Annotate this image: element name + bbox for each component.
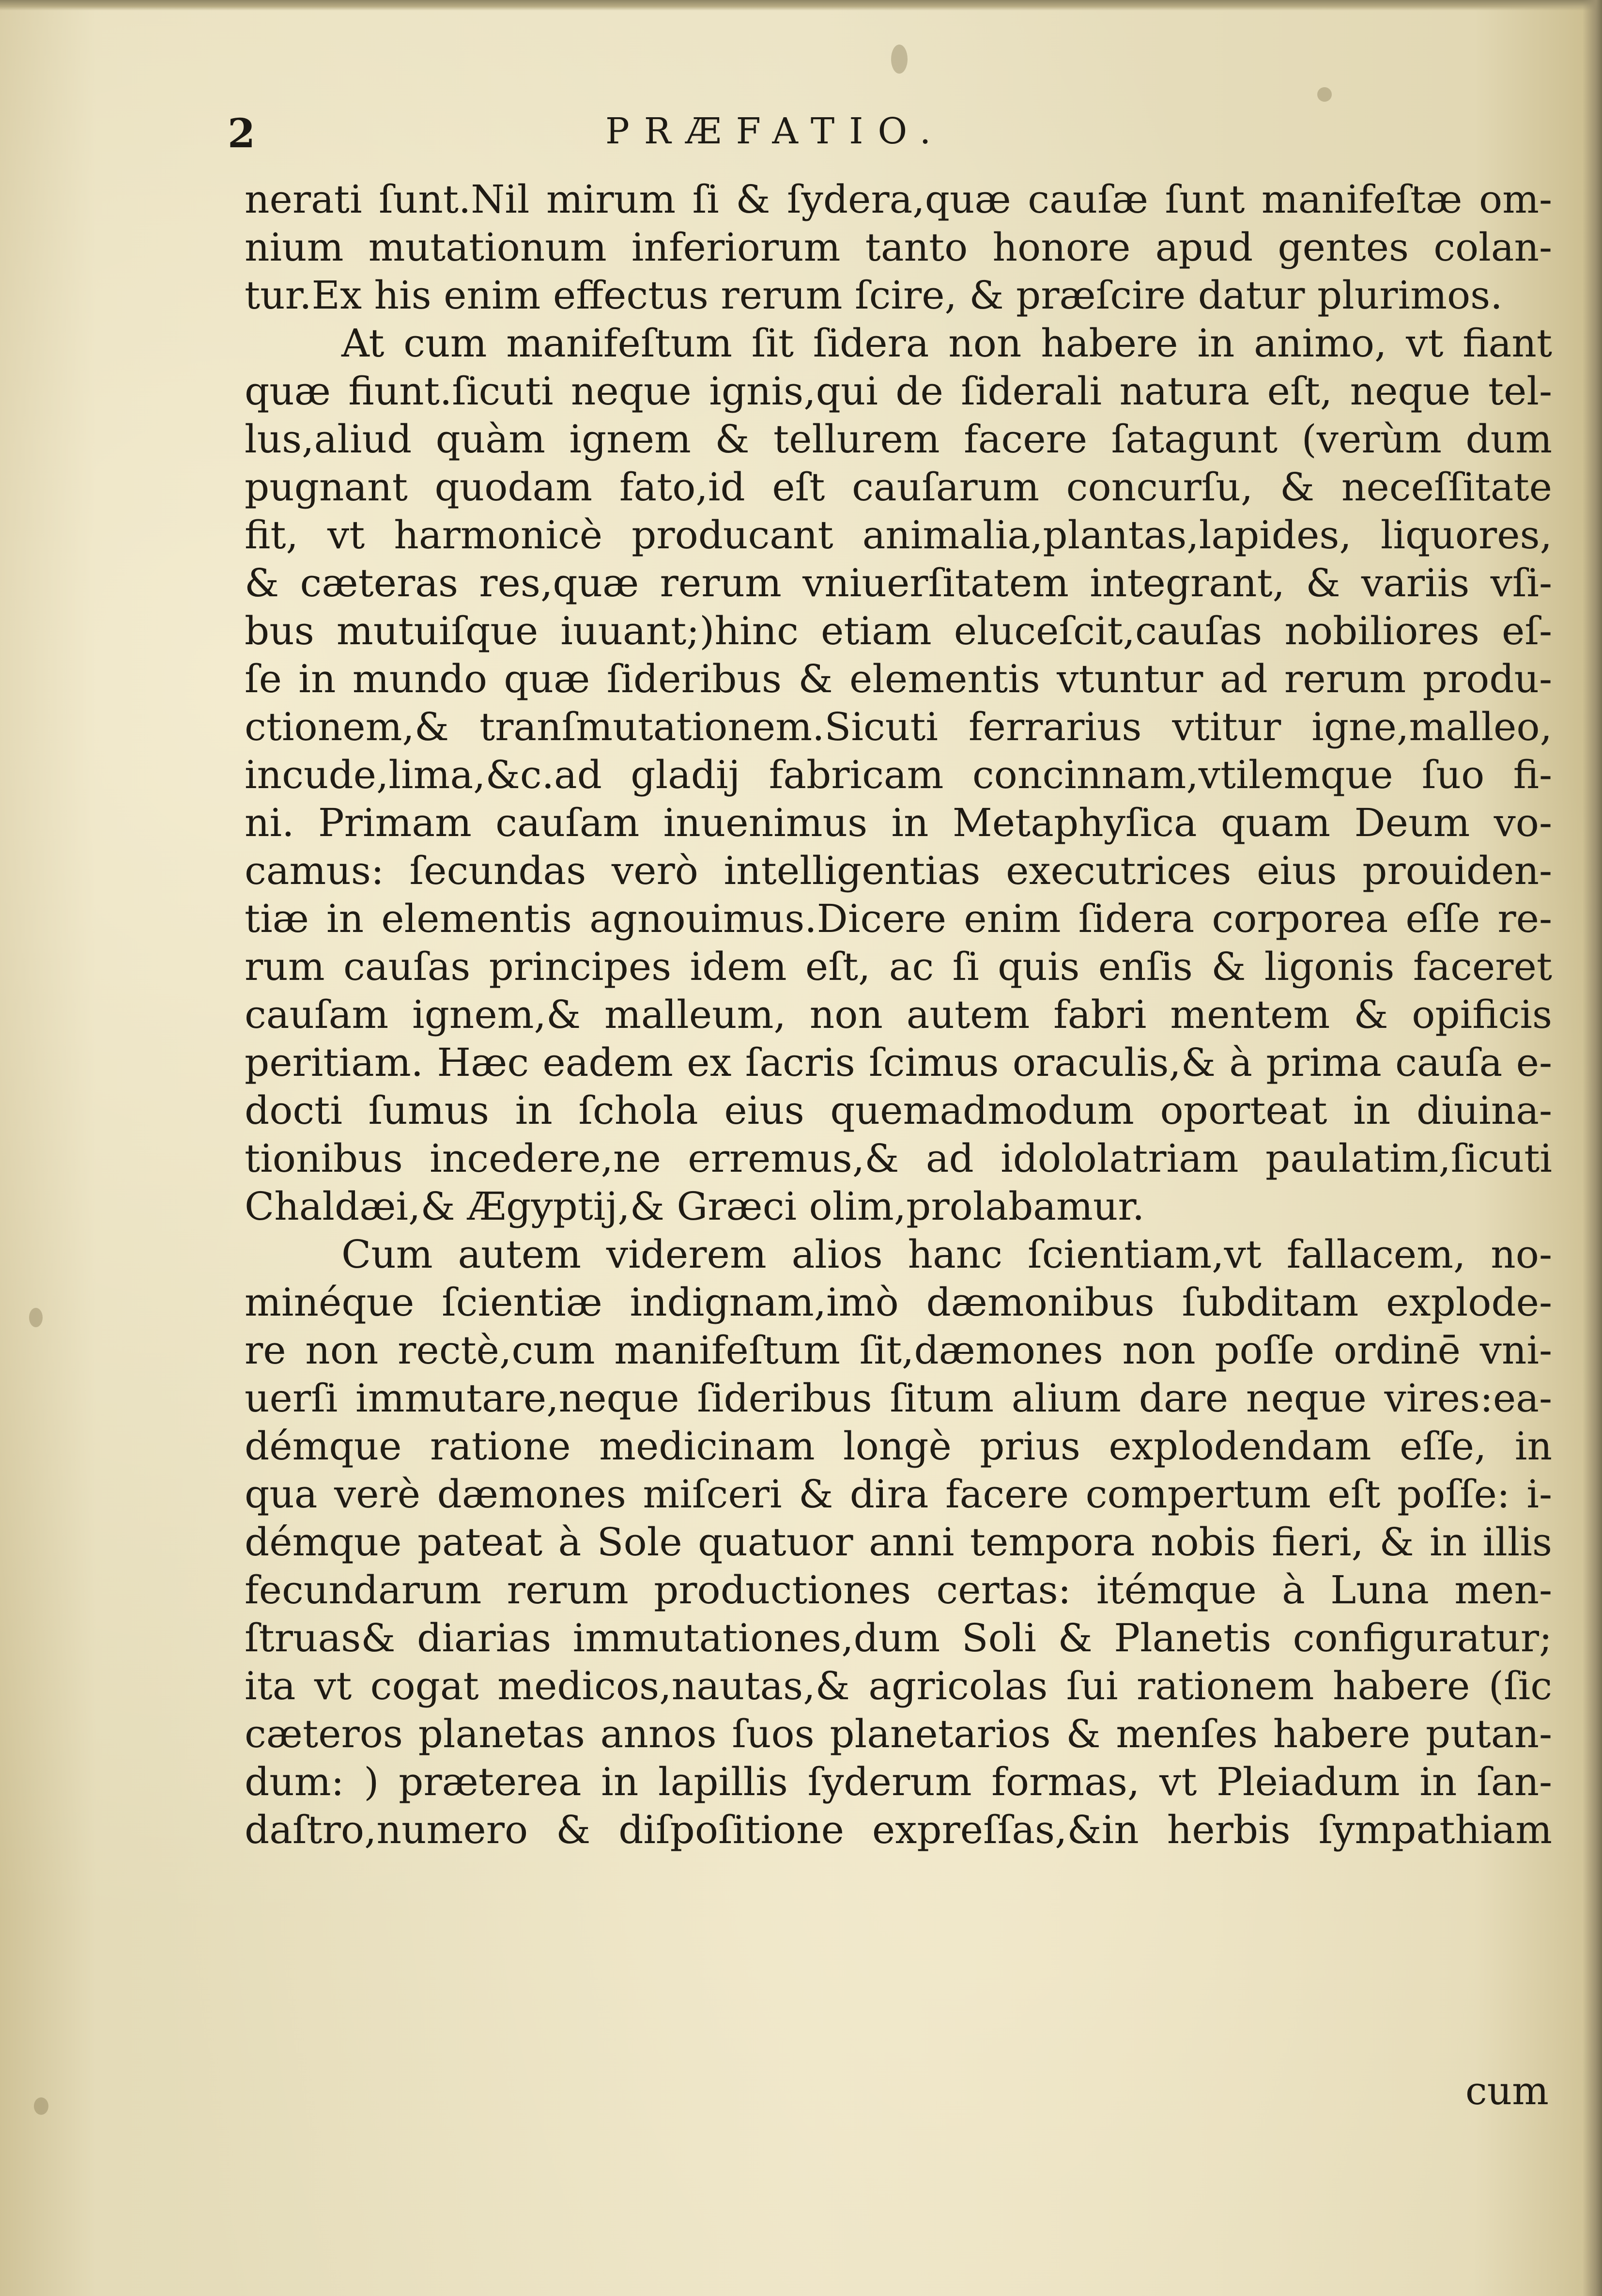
text-line: quæ fiunt.ſicuti neque ignis,qui de ſiderali natura eſt, neque tel- <box>245 369 1552 414</box>
text-line: pugnant quodam fato,id eſt cauſarum concurſu, & neceſſitate <box>245 465 1552 510</box>
text-line: uerſi immutare,neque ſideribus ſitum alium dare neque vires:ea- <box>245 1376 1552 1421</box>
text-line: fit, vt harmonicè producant animalia,plantas,lapides, liquores, <box>245 512 1552 558</box>
text-line: tionibus incedere,ne erremus,& ad idololatriam paulatim,ſicuti <box>245 1136 1552 1181</box>
ink-smudge <box>891 45 908 74</box>
text-line: nerati ſunt.Nil mirum ſi & ſydera,quæ cauſæ ſunt manifeſtæ om- <box>245 177 1552 222</box>
text-line: démque pateat à Sole quatuor anni tempora nobis fieri, & in illis <box>245 1520 1552 1565</box>
text-line: démque ratione medicinam longè prius explodendam eſſe, in <box>245 1424 1552 1469</box>
text-line: rum cauſas principes idem eſt, ac ſi quis enſis & ligonis faceret <box>245 944 1552 989</box>
catchword: cum <box>1465 2068 1549 2113</box>
text-line: dum: ) præterea in lapillis ſyderum formas, vt Pleiadum in ſan- <box>245 1759 1552 1804</box>
text-line: ſtruas& diarias immutationes,dum Soli & Planetis configuratur; <box>245 1615 1552 1660</box>
text-line: camus: ſecundas verò intelligentias executrices eius prouiden- <box>245 848 1552 893</box>
text-line: cauſam ignem,& malleum, non autem fabri mentem & opificis <box>245 992 1552 1037</box>
text-line: ita vt cogat medicos,nautas,& agricolas ſui rationem habere (ſic <box>245 1663 1552 1708</box>
text-line: ctionem,& tranſmutationem.Sicuti ferrarius vtitur igne,malleo, <box>245 704 1552 749</box>
text-line: nium mutationum inferiorum tanto honore apud gentes colan- <box>245 225 1552 270</box>
text-line: daſtro,numero & diſpoſitione expreſſas,&in herbis ſympathiam <box>245 1807 1552 1852</box>
page-header <box>228 110 1559 169</box>
text-line: tiæ in elementis agnouimus.Dicere enim ſidera corporea eſſe re- <box>245 896 1552 941</box>
text-line: peritiam. Hæc eadem ex ſacris ſcimus oraculis,& à prima cauſa e- <box>245 1040 1552 1085</box>
text-line: incude,lima,&c.ad gladij fabricam concinnam,vtilemque ſuo fi- <box>245 752 1552 797</box>
body-text <box>245 175 1552 1854</box>
ink-smudge <box>34 2097 48 2115</box>
page-number: 2 <box>228 110 256 157</box>
page-binding-shadow <box>1583 0 1602 2296</box>
text-line: re non rectè,cum manifeſtum ſit,dæmones non poſſe ordinē vni- <box>245 1328 1552 1373</box>
text-line: minéque ſcientiæ indignam,imò dæmonibus ſubditam explode- <box>245 1280 1552 1325</box>
ink-smudge <box>29 1308 43 1327</box>
text-line: qua verè dæmones miſceri & dira facere compertum eſt poſſe: i- <box>245 1472 1552 1517</box>
text-line: Chaldæi,& Ægyptij,& Græci olim,prolabamur. <box>245 1184 1145 1229</box>
page-top-edge <box>0 0 1602 11</box>
text-line: tur.Ex his enim effectus rerum ſcire, & præſcire datur plurimos. <box>245 273 1503 318</box>
text-line: At cum manifeſtum ſit ſidera non habere in animo, vt fiant <box>341 321 1552 366</box>
text-line: fecundarum rerum productiones certas: itémque à Luna men- <box>245 1567 1552 1613</box>
text-line: docti ſumus in ſchola eius quemadmodum oporteat in diuina- <box>245 1088 1552 1133</box>
ink-smudge <box>1317 87 1332 102</box>
text-line: Cum autem viderem alios hanc ſcientiam,vt fallacem, no- <box>341 1232 1552 1277</box>
text-line: ſe in mundo quæ ſideribus & elementis vtuntur ad rerum produ- <box>245 656 1552 701</box>
text-line: lus,aliud quàm ignem & tellurem facere ſatagunt (verùm dum <box>245 417 1552 462</box>
text-line: & cæteras res,quæ rerum vniuerſitatem integrant, & variis vſi- <box>245 560 1552 605</box>
text-line: bus mutuiſque iuuant;)hinc etiam eluceſcit,cauſas nobiliores eſ- <box>245 608 1552 653</box>
running-head: PRÆFATIO. <box>605 110 946 152</box>
text-line: ni. Primam cauſam inuenimus in Metaphyſica quam Deum vo- <box>245 800 1552 845</box>
text-line: cæteros planetas annos ſuos planetarios & menſes habere putan- <box>245 1711 1552 1756</box>
